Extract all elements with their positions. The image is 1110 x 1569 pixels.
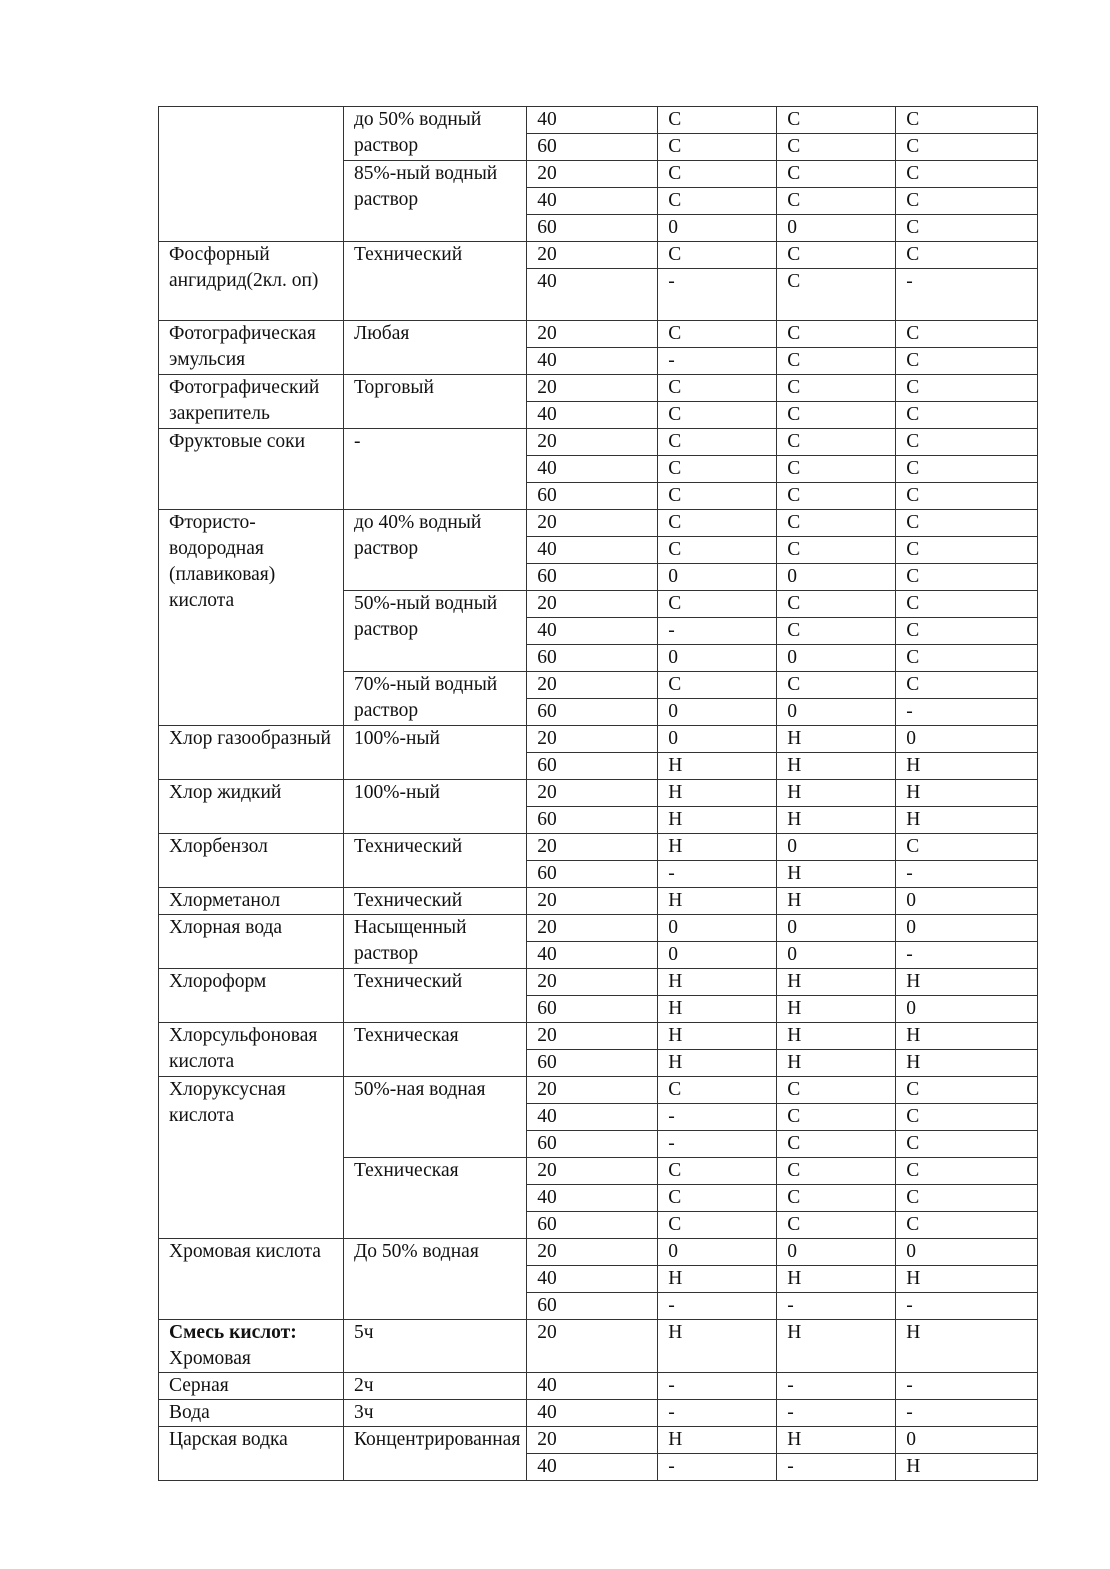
resistance-cell: Н: [896, 753, 1038, 780]
temperature-cell: 40: [527, 269, 658, 321]
resistance-cell: 0: [777, 699, 896, 726]
temperature-cell: 40: [527, 348, 658, 375]
resistance-cell: Н: [777, 780, 896, 807]
resistance-cell: -: [777, 1293, 896, 1320]
table-row: [159, 510, 1038, 537]
resistance-cell: C: [777, 456, 896, 483]
resistance-cell: 0: [777, 645, 896, 672]
resistance-cell: -: [896, 269, 1038, 321]
temperature-cell: 20: [527, 672, 658, 699]
resistance-cell: C: [777, 375, 896, 402]
temperature-cell: 60: [527, 699, 658, 726]
temperature-cell: 60: [527, 1131, 658, 1158]
concentration-cell: до 40% водный раствор: [344, 510, 527, 591]
resistance-cell: C: [896, 1131, 1038, 1158]
resistance-cell: Н: [658, 834, 777, 861]
resistance-cell: C: [777, 1185, 896, 1212]
resistance-cell: Н: [777, 1320, 896, 1373]
substance-cell: [159, 915, 344, 969]
resistance-cell: Н: [777, 1050, 896, 1077]
resistance-cell: Н: [658, 996, 777, 1023]
resistance-cell: -: [658, 1293, 777, 1320]
resistance-cell: C: [658, 672, 777, 699]
concentration-cell: 50%-ная водная: [344, 1077, 527, 1158]
resistance-cell: C: [777, 269, 896, 321]
concentration-cell: 100%-ный: [344, 780, 527, 834]
table-row: [159, 969, 1038, 996]
resistance-cell: Н: [896, 1023, 1038, 1050]
table-row: [159, 1023, 1038, 1050]
table-row: [159, 834, 1038, 861]
concentration-cell: Торговый: [344, 375, 527, 429]
temperature-cell: 20: [527, 834, 658, 861]
temperature-cell: 20: [527, 888, 658, 915]
substance-name: Вода: [169, 1402, 210, 1423]
resistance-cell: 0: [896, 915, 1038, 942]
substance-cell: [159, 1023, 344, 1077]
resistance-cell: 0: [896, 1427, 1038, 1454]
resistance-cell: C: [896, 1104, 1038, 1131]
concentration-cell: -: [344, 429, 527, 510]
temperature-cell: 40: [527, 402, 658, 429]
table-row: [159, 1239, 1038, 1266]
resistance-cell: C: [896, 1185, 1038, 1212]
concentration-cell: 50%-ный водный раствор: [344, 591, 527, 672]
temperature-cell: 20: [527, 1239, 658, 1266]
temperature-cell: 60: [527, 807, 658, 834]
resistance-cell: C: [777, 1212, 896, 1239]
substance-cell: [159, 1400, 344, 1427]
resistance-cell: C: [896, 510, 1038, 537]
resistance-cell: 0: [658, 942, 777, 969]
resistance-cell: C: [896, 1212, 1038, 1239]
resistance-cell: C: [896, 672, 1038, 699]
resistance-cell: C: [658, 375, 777, 402]
resistance-cell: Н: [658, 1320, 777, 1373]
substance-cell: [159, 242, 344, 321]
substance-name: Фотографическая эмульсия: [169, 323, 316, 370]
resistance-cell: C: [658, 1077, 777, 1104]
concentration-cell: 3ч: [344, 1400, 527, 1427]
resistance-cell: -: [658, 861, 777, 888]
resistance-cell: C: [777, 1131, 896, 1158]
resistance-cell: C: [896, 348, 1038, 375]
resistance-cell: C: [777, 1077, 896, 1104]
resistance-cell: C: [896, 618, 1038, 645]
substance-name: Хлороформ: [169, 971, 267, 992]
temperature-cell: 40: [527, 1104, 658, 1131]
table-row: [159, 726, 1038, 753]
table-row: [159, 107, 1038, 134]
resistance-cell: C: [896, 1158, 1038, 1185]
temperature-cell: 20: [527, 591, 658, 618]
concentration-cell: 70%-ный водный раствор: [344, 672, 527, 726]
substance-cell: [159, 969, 344, 1023]
temperature-cell: 60: [527, 1293, 658, 1320]
resistance-cell: C: [896, 429, 1038, 456]
concentration-cell: Технический: [344, 969, 527, 1023]
temperature-cell: 20: [527, 1158, 658, 1185]
resistance-cell: C: [658, 1185, 777, 1212]
resistance-cell: 0: [777, 1239, 896, 1266]
temperature-cell: 40: [527, 618, 658, 645]
temperature-cell: 40: [527, 1266, 658, 1293]
concentration-cell: 5ч: [344, 1320, 527, 1373]
resistance-cell: C: [658, 537, 777, 564]
table-row: [159, 429, 1038, 456]
resistance-cell: C: [777, 1104, 896, 1131]
resistance-cell: C: [777, 618, 896, 645]
resistance-cell: C: [777, 321, 896, 348]
concentration-cell: до 50% водный раствор: [344, 107, 527, 161]
resistance-cell: C: [777, 348, 896, 375]
resistance-cell: Н: [777, 996, 896, 1023]
resistance-cell: C: [896, 161, 1038, 188]
substance-cell: [159, 107, 344, 242]
resistance-cell: Н: [658, 780, 777, 807]
resistance-cell: C: [777, 402, 896, 429]
concentration-cell: 2ч: [344, 1373, 527, 1400]
temperature-cell: 20: [527, 161, 658, 188]
temperature-cell: 60: [527, 564, 658, 591]
temperature-cell: 20: [527, 510, 658, 537]
resistance-cell: Н: [777, 1266, 896, 1293]
substance-cell: [159, 726, 344, 780]
resistance-cell: C: [658, 456, 777, 483]
resistance-cell: C: [777, 483, 896, 510]
concentration-cell: Технический: [344, 242, 527, 321]
substance-cell: [159, 1077, 344, 1239]
resistance-cell: C: [896, 564, 1038, 591]
resistance-cell: -: [896, 699, 1038, 726]
resistance-cell: 0: [777, 564, 896, 591]
resistance-cell: C: [777, 672, 896, 699]
temperature-cell: 20: [527, 726, 658, 753]
concentration-cell: 85%-ный водный раствор: [344, 161, 527, 242]
temperature-cell: 20: [527, 1077, 658, 1104]
resistance-cell: Н: [777, 969, 896, 996]
substance-cell: [159, 1427, 344, 1481]
temperature-cell: 40: [527, 537, 658, 564]
resistance-cell: -: [777, 1400, 896, 1427]
substance-name: Хлорсульфоновая кислота: [169, 1025, 318, 1072]
temperature-cell: 40: [527, 107, 658, 134]
temperature-cell: 60: [527, 1212, 658, 1239]
table-row: [159, 780, 1038, 807]
resistance-cell: -: [658, 348, 777, 375]
temperature-cell: 40: [527, 942, 658, 969]
resistance-cell: Н: [896, 1050, 1038, 1077]
temperature-cell: 60: [527, 996, 658, 1023]
resistance-cell: C: [896, 107, 1038, 134]
substance-name: Фотографический закрепитель: [169, 377, 320, 424]
resistance-cell: -: [658, 1454, 777, 1481]
resistance-cell: Н: [658, 969, 777, 996]
substance-name: Хлорная вода: [169, 917, 283, 938]
table-row: [159, 1400, 1038, 1427]
concentration-cell: Техническая: [344, 1158, 527, 1239]
table-row: [159, 1373, 1038, 1400]
resistance-cell: Н: [896, 807, 1038, 834]
resistance-cell: 0: [896, 888, 1038, 915]
resistance-cell: C: [658, 134, 777, 161]
temperature-cell: 20: [527, 429, 658, 456]
resistance-cell: C: [896, 321, 1038, 348]
resistance-cell: 0: [658, 699, 777, 726]
concentration-cell: Технический: [344, 888, 527, 915]
substance-name: Фосфорный ангидрид(2кл. оп): [169, 244, 319, 291]
resistance-cell: -: [777, 1373, 896, 1400]
substance-name: Хлор жидкий: [169, 782, 282, 803]
substance-cell: [159, 1239, 344, 1320]
resistance-cell: C: [658, 402, 777, 429]
resistance-cell: C: [896, 134, 1038, 161]
resistance-cell: C: [896, 483, 1038, 510]
resistance-cell: -: [896, 942, 1038, 969]
resistance-cell: C: [658, 429, 777, 456]
table-row: [159, 1320, 1038, 1373]
resistance-cell: Н: [777, 1427, 896, 1454]
resistance-cell: C: [896, 242, 1038, 269]
resistance-cell: -: [658, 618, 777, 645]
resistance-cell: C: [896, 591, 1038, 618]
resistance-cell: C: [777, 1158, 896, 1185]
temperature-cell: 60: [527, 483, 658, 510]
resistance-cell: C: [777, 591, 896, 618]
resistance-cell: C: [658, 242, 777, 269]
table-row: [159, 321, 1038, 348]
substance-name: Серная: [169, 1375, 229, 1396]
resistance-cell: Н: [896, 1454, 1038, 1481]
substance-group-heading: Смесь кислот:: [169, 1322, 297, 1343]
temperature-cell: 20: [527, 780, 658, 807]
resistance-cell: C: [658, 107, 777, 134]
temperature-cell: 60: [527, 215, 658, 242]
resistance-cell: C: [658, 1212, 777, 1239]
temperature-cell: 20: [527, 321, 658, 348]
resistance-cell: C: [896, 215, 1038, 242]
resistance-cell: -: [658, 1131, 777, 1158]
temperature-cell: 20: [527, 915, 658, 942]
resistance-cell: 0: [777, 942, 896, 969]
substance-cell: [159, 1320, 344, 1373]
resistance-cell: Н: [777, 1023, 896, 1050]
resistance-cell: C: [896, 645, 1038, 672]
resistance-cell: C: [896, 834, 1038, 861]
resistance-cell: Н: [896, 1320, 1038, 1373]
temperature-cell: 20: [527, 969, 658, 996]
resistance-cell: C: [777, 429, 896, 456]
resistance-cell: -: [896, 861, 1038, 888]
temperature-cell: 20: [527, 1427, 658, 1454]
temperature-cell: 40: [527, 1373, 658, 1400]
substance-cell: [159, 780, 344, 834]
resistance-cell: 0: [658, 915, 777, 942]
resistance-cell: Н: [777, 753, 896, 780]
resistance-cell: -: [896, 1293, 1038, 1320]
resistance-cell: -: [777, 1454, 896, 1481]
temperature-cell: 20: [527, 375, 658, 402]
resistance-cell: Н: [896, 780, 1038, 807]
temperature-cell: 60: [527, 134, 658, 161]
resistance-cell: Н: [658, 1266, 777, 1293]
substance-cell: [159, 1373, 344, 1400]
resistance-cell: C: [896, 1077, 1038, 1104]
resistance-cell: 0: [658, 645, 777, 672]
resistance-cell: Н: [658, 888, 777, 915]
temperature-cell: 20: [527, 1023, 658, 1050]
resistance-cell: C: [658, 1158, 777, 1185]
substance-cell: [159, 888, 344, 915]
resistance-cell: -: [658, 1104, 777, 1131]
resistance-cell: Н: [777, 888, 896, 915]
resistance-cell: C: [896, 537, 1038, 564]
resistance-cell: 0: [777, 215, 896, 242]
temperature-cell: 40: [527, 456, 658, 483]
temperature-cell: 40: [527, 188, 658, 215]
substance-name: Хлор газообразный: [169, 728, 331, 749]
resistance-cell: C: [658, 483, 777, 510]
chemical-resistance-table: [158, 106, 1038, 1481]
concentration-cell: Техническая: [344, 1023, 527, 1077]
concentration-cell: Насыщенный раствор: [344, 915, 527, 969]
resistance-cell: 0: [896, 1239, 1038, 1266]
resistance-cell: Н: [658, 1427, 777, 1454]
resistance-cell: Н: [777, 807, 896, 834]
resistance-cell: 0: [777, 834, 896, 861]
substance-cell: [159, 510, 344, 726]
substance-name: Хлорбензол: [169, 836, 268, 857]
resistance-cell: C: [896, 375, 1038, 402]
temperature-cell: 60: [527, 753, 658, 780]
concentration-cell: До 50% водная: [344, 1239, 527, 1320]
substance-cell: [159, 375, 344, 429]
temperature-cell: 20: [527, 1320, 658, 1373]
temperature-cell: 20: [527, 242, 658, 269]
resistance-cell: C: [896, 456, 1038, 483]
resistance-cell: C: [777, 107, 896, 134]
table-row: [159, 242, 1038, 269]
substance-name: Фруктовые соки: [169, 431, 306, 452]
substance-name: Хлоруксусная кислота: [169, 1079, 286, 1126]
resistance-cell: -: [896, 1400, 1038, 1427]
substance-cell: [159, 834, 344, 888]
resistance-cell: 0: [777, 915, 896, 942]
resistance-cell: C: [658, 161, 777, 188]
resistance-cell: 0: [658, 726, 777, 753]
resistance-cell: C: [658, 591, 777, 618]
table-row: [159, 1077, 1038, 1104]
temperature-cell: 60: [527, 861, 658, 888]
resistance-cell: C: [777, 242, 896, 269]
substance-cell: [159, 321, 344, 375]
resistance-cell: -: [658, 1373, 777, 1400]
concentration-cell: Технический: [344, 834, 527, 888]
resistance-cell: 0: [658, 1239, 777, 1266]
resistance-cell: Н: [777, 726, 896, 753]
resistance-cell: C: [777, 188, 896, 215]
resistance-cell: Н: [658, 1023, 777, 1050]
concentration-cell: Любая: [344, 321, 527, 375]
temperature-cell: 40: [527, 1454, 658, 1481]
substance-name: Фтористо-водородная (плавиковая) кислота: [169, 512, 276, 611]
resistance-cell: C: [777, 510, 896, 537]
substance-name: Хромовая: [169, 1348, 251, 1369]
resistance-cell: -: [896, 1373, 1038, 1400]
resistance-cell: -: [658, 269, 777, 321]
resistance-cell: C: [777, 134, 896, 161]
resistance-cell: 0: [896, 726, 1038, 753]
resistance-cell: -: [658, 1400, 777, 1427]
resistance-cell: 0: [658, 215, 777, 242]
substance-cell: [159, 429, 344, 510]
resistance-cell: Н: [896, 1266, 1038, 1293]
concentration-cell: 100%-ный: [344, 726, 527, 780]
resistance-cell: Н: [896, 969, 1038, 996]
temperature-cell: 60: [527, 645, 658, 672]
resistance-cell: C: [777, 161, 896, 188]
temperature-cell: 60: [527, 1050, 658, 1077]
resistance-cell: 0: [896, 996, 1038, 1023]
resistance-cell: Н: [777, 861, 896, 888]
resistance-cell: C: [896, 188, 1038, 215]
temperature-cell: 40: [527, 1185, 658, 1212]
resistance-cell: C: [658, 188, 777, 215]
resistance-cell: C: [658, 510, 777, 537]
resistance-cell: Н: [658, 753, 777, 780]
resistance-cell: C: [777, 537, 896, 564]
resistance-cell: Н: [658, 807, 777, 834]
resistance-cell: Н: [658, 1050, 777, 1077]
substance-name: Хромовая кислота: [169, 1241, 321, 1262]
substance-name: Хлорметанол: [169, 890, 281, 911]
table-row: [159, 915, 1038, 942]
table-row: [159, 1427, 1038, 1454]
table-row: [159, 375, 1038, 402]
resistance-cell: 0: [658, 564, 777, 591]
temperature-cell: 40: [527, 1400, 658, 1427]
substance-name: Царская водка: [169, 1429, 288, 1450]
resistance-cell: C: [896, 402, 1038, 429]
concentration-cell: Концентрированная: [344, 1427, 527, 1481]
resistance-cell: C: [658, 321, 777, 348]
table-row: [159, 888, 1038, 915]
